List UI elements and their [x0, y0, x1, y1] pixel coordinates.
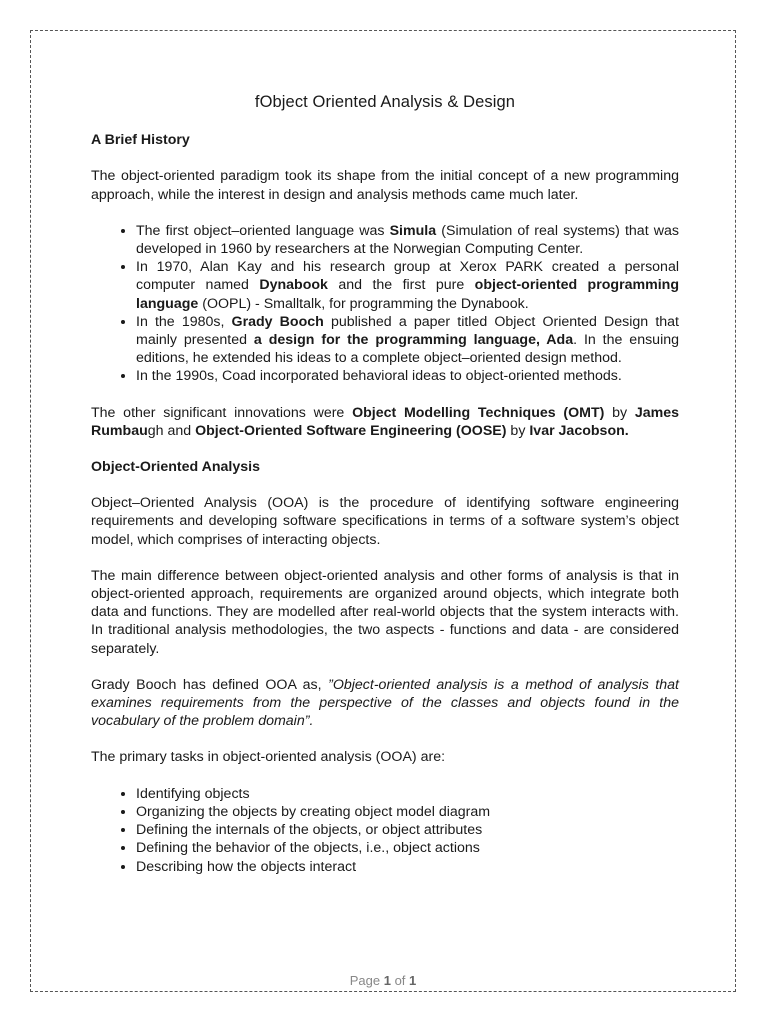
- history-list: [91, 222, 679, 386]
- page-counter: Page 1 of 1: [349, 973, 417, 988]
- ooa-paragraph-2: The main difference between object-oriented analysis and other forms of analysis is that in object-oriented approach, requirements are organized around objects, which integrate both data and functions. They are modelled after real-world objects that the system interacts with. In traditional analysis methodologies, the two aspects - functions and data - are considered separately.: [91, 567, 679, 657]
- list-item: • Identifying objects: [136, 785, 679, 803]
- innovations-paragraph: The other significant innovations were Object Modelling Techniques (OMT) by James Rumbaugh and Object-Oriented Software Engineering (OOSE) by Ivar Jacobson.: [91, 404, 679, 439]
- list-item: • The first object–oriented language was Simula (Simulation of real systems) that was developed in 1960 by researchers at the Norwegian Computing Center.: [136, 222, 679, 258]
- section-heading-ooa: Object-Oriented Analysis: [91, 459, 260, 476]
- history-intro: The object-oriented paradigm took its shape from the initial concept of a new programming approach, while the interest in design and analysis methods came much later.: [91, 168, 679, 203]
- list-item: • In the 1990s, Coad incorporated behavioral ideas to object-oriented methods.: [136, 367, 679, 385]
- list-item: • Defining the behavior of the objects, i.e., object actions: [136, 839, 679, 857]
- page-content: [91, 93, 679, 894]
- booch-definition: Grady Booch has defined OOA as, ”Object-oriented analysis is a method of analysis that examines requirements from the perspective of the classes and objects found in the vocabulary of the problem domain”.: [91, 676, 679, 730]
- tasks-list: [91, 785, 679, 876]
- list-item: • Organizing the objects by creating object model diagram: [136, 803, 679, 821]
- list-item: • Describing how the objects interact: [136, 858, 679, 876]
- page-title: fObject Oriented Analysis & Design: [254, 93, 516, 111]
- section-heading-history: A Brief History: [91, 132, 190, 149]
- ooa-paragraph-1: Object–Oriented Analysis (OOA) is the procedure of identifying software engineering requirements and developing software specifications in terms of a software system’s object model, which comprises of interacting objects.: [91, 495, 679, 548]
- list-item: • In the 1980s, Grady Booch published a paper titled Object Oriented Design that mainly presented a design for the programming language, Ada. In the ensuing editions, he extended his ideas to a complete object–oriented design method.: [136, 313, 679, 368]
- booch-quote: ”Object-oriented analysis is a method of analysis that examines requirements from the perspective of the classes and objects found in the vocabulary of the problem domain”.: [91, 676, 679, 730]
- document-page: [30, 30, 736, 992]
- list-item: • In 1970, Alan Kay and his research group at Xerox PARK created a personal computer named Dynabook and the first pure object-oriented programming language (OOPL) - Smalltalk, for programming the Dynabook.: [136, 258, 679, 313]
- tasks-intro: The primary tasks in object-oriented analysis (OOA) are:: [91, 749, 446, 766]
- list-item: • Defining the internals of the objects, or object attributes: [136, 821, 679, 839]
